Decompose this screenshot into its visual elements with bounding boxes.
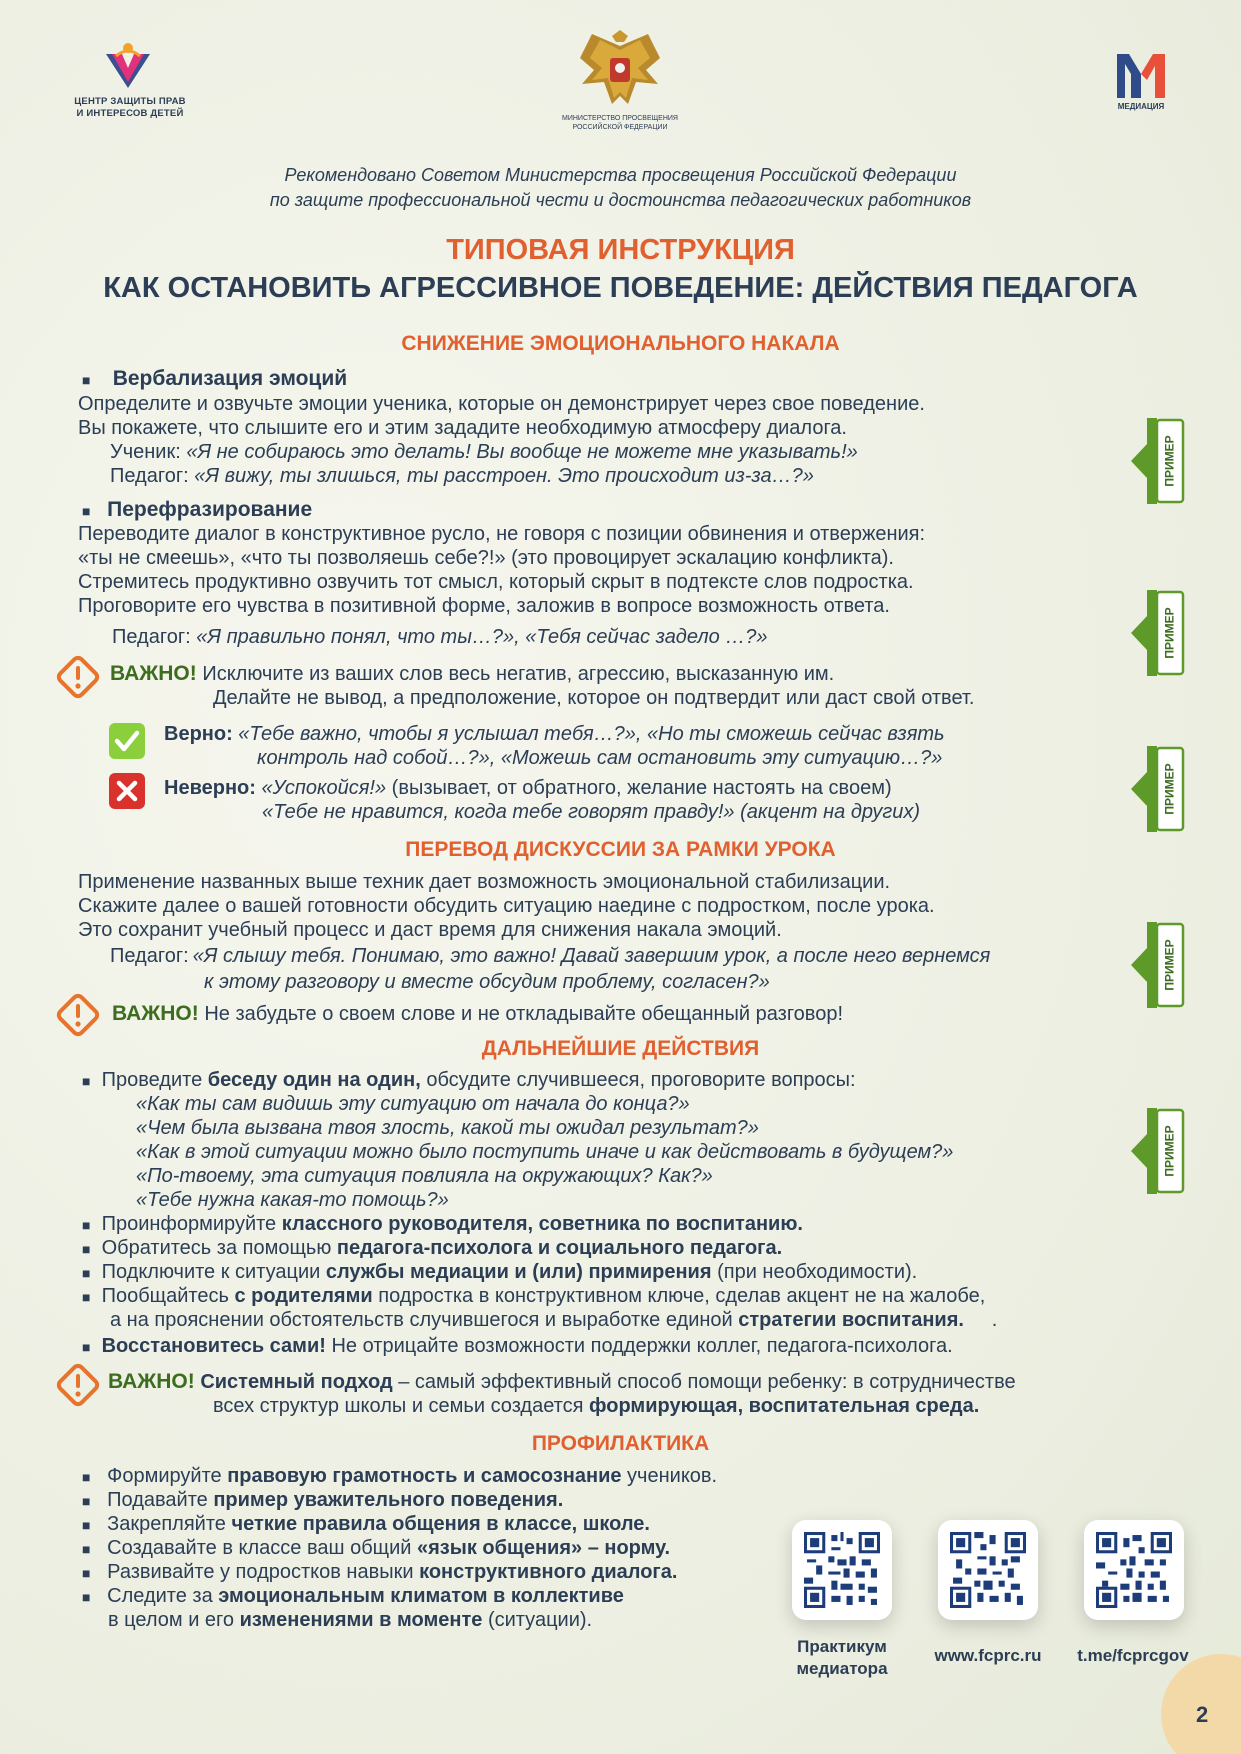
wrong-label: Неверно: [164,777,262,799]
text-bold: беседу один на один, [207,1069,421,1091]
bullet-icon: ■ [82,1217,91,1233]
text-bold: четкие правила общения в классе, школе. [231,1513,650,1535]
s4-bullet-6-line2 [108,1608,592,1632]
document-title: ТИПОВАЯ ИНСТРУКЦИЯ [446,234,795,266]
s3-bullet-6 [82,1334,953,1359]
correct-label: Верно: [164,723,239,745]
s2-teacher-example [110,944,990,968]
bullet-icon: ■ [82,1589,91,1605]
question-3: «Как в этой ситуации можно было поступить иначе и как действовать в будущем?» [136,1141,954,1163]
s4-bullet-3 [82,1512,650,1537]
section-heading-4: ПРОФИЛАКТИКА [531,1432,710,1455]
text-bold: Восстановитесь сами! [101,1335,326,1357]
section-heading-1: СНИЖЕНИЕ ЭМОЦИОНАЛЬНОГО НАКАЛА [401,332,840,355]
text-bold: службы медиации и (или) примирения [325,1261,712,1283]
wrong-quote2: «Тебе не нравится, когда тебе говорят правду!» [262,801,735,823]
important-line1: Исключите из ваших слов весь негатив, агрессию, высказанную им. [196,663,835,685]
s3-bullet-5 [82,1284,985,1309]
ministry-emblem-icon [572,28,668,112]
example-tab [1125,588,1187,678]
bullet-icon: ■ [82,1541,91,1557]
important-label: ВАЖНО! [108,1370,195,1393]
example-label: ПРИМЕР [1163,435,1178,487]
verbalization-line1: Определите и озвучьте эмоции ученика, которые он демонстрирует через свое поведение. [78,393,925,415]
example-label: ПРИМЕР [1163,939,1178,991]
text: Подавайте [107,1489,214,1511]
text-bold: правовую грамотность и самосознание [227,1465,622,1487]
s3-bullet-4 [82,1260,917,1285]
important-label: ВАЖНО! [110,662,197,685]
s4-bullet-2 [82,1488,563,1513]
s3-bullet-2 [82,1212,803,1237]
bullet-icon: ■ [82,503,91,519]
important-note-3 [108,1370,1016,1394]
text: Закрепляйте [107,1513,232,1535]
wrong-rest1: (вызывает, от обратного, желание настоять на своем) [386,777,892,799]
paraphrase-line2: «ты не смеешь», «что ты позволяешь себе?!» (это провоцирует эскалацию конфликта). [78,547,894,569]
example-label: ПРИМЕР [1163,1125,1178,1177]
qr-label-mediator [772,1636,912,1680]
text: Пообщайтесь [101,1285,235,1307]
paraphrase-title: Перефразирование [107,498,313,521]
bullet-icon: ■ [82,1073,91,1089]
example-tab [1125,1106,1187,1196]
text-bold: Системный подход [194,1371,393,1393]
text: Не отрицайте возможности поддержки коллег, педагога-психолога. [325,1335,953,1357]
example-tab [1125,416,1187,506]
bullet-icon: ■ [82,1241,91,1257]
mediation-logo-icon [1113,48,1169,100]
qr-code-telegram[interactable] [1084,1520,1184,1620]
question-4: «По-твоему, эта ситуация повлияла на окружающих? Как?» [136,1165,713,1187]
recommendation-note [0,163,1241,213]
recommend-line1: Рекомендовано Советом Министерства просвещения Российской Федерации [284,165,957,185]
text-bold: изменениями в моменте [239,1609,483,1631]
text: Формируйте [107,1465,228,1487]
bullet-icon: ■ [82,1493,91,1509]
text: Создавайте в классе ваш общий [107,1537,418,1559]
page-number: 2 [1196,1702,1209,1727]
s4-bullet-6 [82,1584,624,1609]
section-heading-2: ПЕРЕВОД ДИСКУССИИ ЗА РАМКИ УРОКА [405,838,836,861]
ministry-logo-text [545,114,695,132]
wrong-example [164,776,892,800]
student-label: Ученик: [110,441,187,463]
s3-bullet-5-line2 [110,1308,997,1332]
bullet-icon: ■ [82,1339,91,1355]
student-quote: «Я не собираюсь это делать! Вы вообще не можете мне указывать!» [186,441,858,463]
bullet-icon: ■ [82,1265,91,1281]
qr-label-line1: Практикум [797,1637,887,1656]
text-bold: конструктивного диалога. [419,1561,678,1583]
example-tab [1125,744,1187,834]
question-1: «Как ты сам видишь эту ситуацию от начала до конца?» [136,1093,690,1115]
paraphrase-line1: Переводите диалог в конструктивное русло, не говоря с позиции обвинения и отвержения: [78,523,926,545]
text: в целом и его [108,1609,240,1631]
text: подростка в конструктивном ключе, сделав акцент не на жалобе, [372,1285,986,1307]
cross-icon [108,772,146,810]
bullet-icon: ■ [82,1289,91,1305]
text-bold: педагога-психолога и социального педагога. [336,1237,783,1259]
text: (ситуации). [482,1609,593,1631]
document-subtitle: КАК ОСТАНОВИТЬ АГРЕССИВНОЕ ПОВЕДЕНИЕ: ДЕЙСТВИЯ ПЕДАГОГА [103,272,1138,304]
text: Проинформируйте [101,1213,282,1235]
important-note-1 [110,662,834,686]
bullet-icon: ■ [82,1469,91,1485]
teacher-quote: «Я правильно понял, что ты…?», «Тебя сейчас задело …?» [196,626,768,648]
center-rights-logo-text [60,96,200,120]
example-tab [1125,920,1187,1010]
correct-line2: контроль над собой…?», «Можешь сам остановить эту ситуацию…?» [257,747,943,769]
teacher-quote-line2: к этому разговору и вместе обсудим проблему, согласен?» [204,971,770,993]
s4-bullet-5 [82,1560,677,1585]
s2-line2: Скажите далее о вашей готовности обсудить ситуацию наедине с подростком, после урока. [78,895,935,917]
text: Подключите к ситуации [101,1261,326,1283]
important-line2: Делайте не вывод, а предположение, которое он подтвердит или даст свой ответ. [213,687,975,709]
text: – самый эффективный способ помощи ребенку: в сотрудничестве [392,1371,1016,1393]
center-rights-logo [100,40,156,90]
warning-icon [55,1362,101,1408]
paraphrase-line3: Стремитесь продуктивно озвучить тот смысл, который скрыт в подтексте слов подростка. [78,571,914,593]
text: . [963,1309,998,1331]
question-5: «Тебе нужна какая-то помощь?» [136,1189,449,1211]
s3-bullet-3 [82,1236,782,1261]
text: Обратитесь за помощью [101,1237,337,1259]
text: обсудите случившееся, проговорите вопросы: [420,1069,856,1091]
text: учеников. [621,1465,718,1487]
recommend-line2: по защите профессиональной чести и достоинства педагогических работников [269,190,972,210]
text-bold: эмоциональным климатом в коллективе [218,1585,624,1607]
bullet-icon: ■ [82,372,91,388]
text-bold: «язык общения» – норму. [417,1537,671,1559]
warning-icon [55,654,101,700]
correct-example [164,722,945,746]
verbalization-title: Вербализация эмоций [112,367,348,390]
example-label: ПРИМЕР [1163,607,1178,659]
paraphrase-teacher-example [112,625,768,649]
correct-line1: «Тебе важно, чтобы я услышал тебя…?», «Но ты сможешь сейчас взять [238,723,945,745]
text: (при необходимости). [711,1261,918,1283]
important-note-3-line2 [213,1394,979,1418]
important-label: ВАЖНО! [112,1002,199,1025]
qr-label-line2: медиатора [796,1659,888,1678]
teacher-example [110,464,814,488]
bullet-icon: ■ [82,1517,91,1533]
verbalization-line2: Вы покажете, что слышите его и этим зададите необходимую атмосферу диалога. [78,417,847,439]
s2-line1: Применение названных выше техник дает возможность эмоциональной стабилизации. [78,871,891,893]
teacher-label: Педагог: [112,626,197,648]
wrong-quote1: «Успокойся!» [261,777,387,799]
bullet-icon: ■ [82,1565,91,1581]
text: всех структур школы и семьи создается [213,1395,589,1417]
warning-icon [55,992,101,1038]
text-bold: пример уважительного поведения. [213,1489,564,1511]
important-note-2 [112,1002,843,1026]
s3-bullet-1 [82,1068,856,1093]
text: Следите за [107,1585,219,1607]
s4-bullet-1 [82,1464,717,1489]
text: а на прояснении обстоятельств случившегося и выработке единой [110,1309,739,1331]
teacher-label: Педагог: [110,465,195,487]
text-bold: стратегии воспитания. [738,1309,964,1331]
qr-code-website[interactable] [938,1520,1038,1620]
paraphrase-line4: Проговорите его чувства в позитивной форме, заложив в вопросе возможность ответа. [78,595,890,617]
logo-left-line1: ЦЕНТР ЗАЩИТЫ ПРАВ [74,96,186,107]
logo-center-line1: МИНИСТЕРСТВО ПРОСВЕЩЕНИЯ [562,115,678,122]
example-label: ПРИМЕР [1163,763,1178,815]
teacher-label: Педагог: [110,945,189,967]
text: Развивайте у подростков навыки [107,1561,420,1583]
check-icon [108,722,146,760]
s4-bullet-4 [82,1536,670,1561]
verbalization-heading [82,367,347,392]
section-heading-3: ДАЛЬНЕЙШИЕ ДЕЙСТВИЯ [481,1037,760,1060]
question-2: «Чем была вызвана твоя злость, какой ты ожидал результат?» [136,1117,759,1139]
text-bold: формирующая, воспитательная среда. [589,1395,980,1417]
important-text: Не забудьте о своем слове и не откладывайте обещанный разговор! [198,1003,844,1025]
wrong-line2 [262,800,920,824]
logo-left-line2: И ИНТЕРЕСОВ ДЕТЕЙ [76,108,184,119]
mediation-logo-text: МЕДИАЦИЯ [1117,102,1165,111]
text-bold: с родителями [234,1285,373,1307]
s2-line3: Это сохранит учебный процесс и даст время для снижения накала эмоций. [78,919,782,941]
text-bold: классного руководителя, советника по воспитанию. [281,1213,803,1235]
teacher-quote: «Я вижу, ты злишься, ты расстроен. Это происходит из-за…?» [194,465,814,487]
qr-code-mediator-practicum[interactable] [792,1520,892,1620]
student-example [110,440,858,464]
text: Проведите [101,1069,208,1091]
teacher-quote-line1: «Я слышу тебя. Понимаю, это важно! Давай завершим урок, а после него вернемся [192,945,991,967]
paraphrase-heading [82,498,312,523]
qr-label-telegram[interactable]: t.me/fcprcgov [1077,1646,1189,1665]
logo-center-line2: РОССИЙСКОЙ ФЕДЕРАЦИИ [572,124,668,131]
wrong-rest2: (акцент на других) [734,801,920,823]
qr-label-website[interactable]: www.fcprc.ru [934,1646,1042,1665]
